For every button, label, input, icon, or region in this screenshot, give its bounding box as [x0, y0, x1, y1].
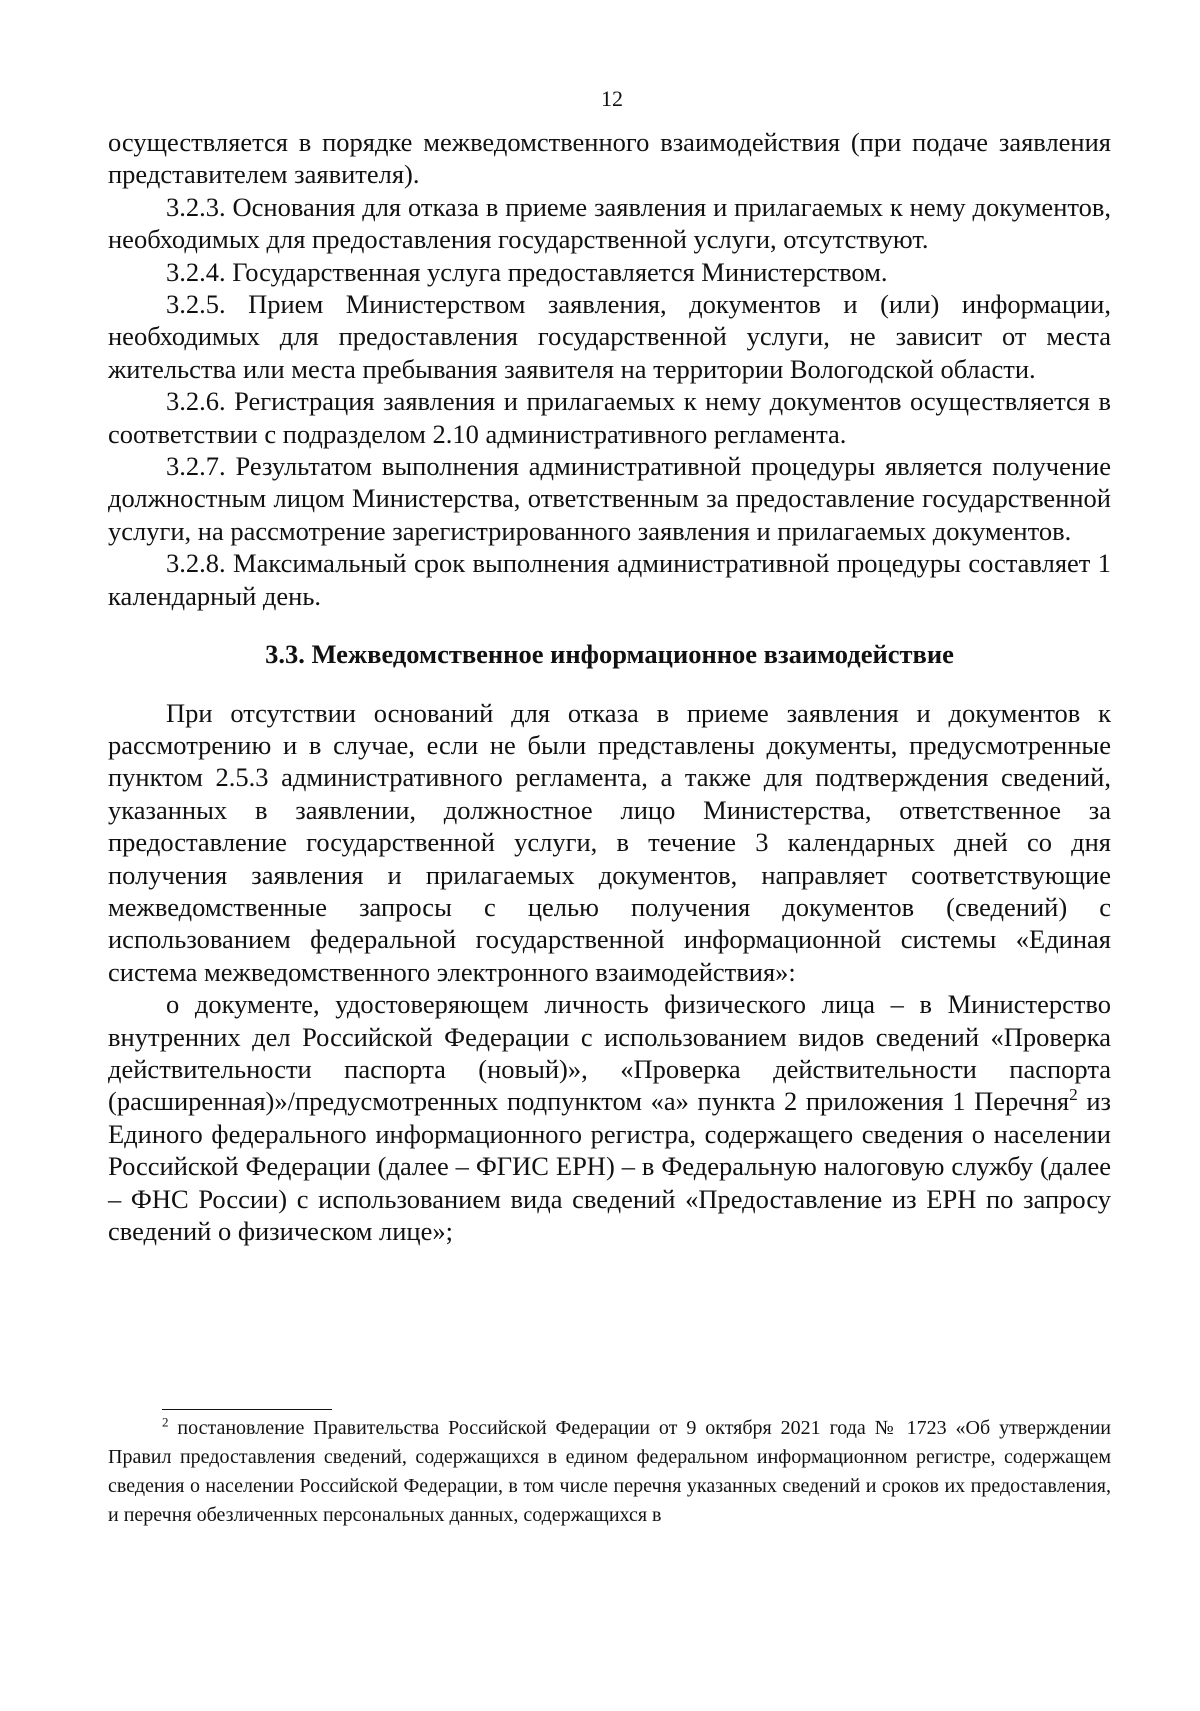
footnote-text: постановление Правительства Российской Федерации от 9 октября 2021 года № 1723 «Об утверждении Правил предоставления сведений, содержащихся в едином федеральном информационном регистре, содержащем сведения о населении Российской Федерации, в том числе перечня указанных сведений и сроков их предоставления, и перечня обезличенных персональных данных, содержащихся в [108, 1417, 1111, 1526]
paragraph-3-2-5: 3.2.5. Прием Министерством заявления, документов и (или) информации, необходимых для предоставления государственной услуги, не зависит от места жительства или места пребывания заявителя на территории Вологодской области. [108, 289, 1111, 384]
paragraph-3-2-4: 3.2.4. Государственная услуга предоставляется Министерством. [166, 256, 888, 287]
paragraph-3-2-7: 3.2.7. Результатом выполнения административной процедуры является получение должностным лицом Министерства, ответственным за предоставление государственной услуги, на рассмотрение зарегистрированного заявления и прилагаемых документов. [108, 451, 1111, 546]
paragraph-interagency-requests: При отсутствии оснований для отказа в приеме заявления и документов к рассмотрению и в случае, если не были представлены документы, предусмотренные пунктом 2.5.3 административного регламента, а также для подтверждения сведений, указанных в заявлении, должностное лицо Министерства, ответственное за предоставление государственной услуги, в течение 3 календарных дней со дня получения заявления и прилагаемых документов, направляет соответствующие межведомственные запросы с целью получения документов (сведений) с использованием федеральной государственной информационной системы «Единая система межведомственного электронного взаимодействия»: [108, 697, 1111, 987]
section-heading: 3.3. Межведомственное информационное взаимодействие [265, 639, 954, 670]
paragraph-identity-text-1: о документе, удостоверяющем личность физического лица – в Министерство внутренних дел Российской Федерации с использованием видов сведений «Проверка действительности паспорта (новый)», «Проверка действительности паспорта (расширенная)»/предусмотренных подпунктом «а» пункта 2 приложения 1 Перечня [108, 989, 1111, 1117]
paragraph-identity-text-2: из Единого федерального информационного регистра, содержащего сведения о населении Российской Федерации (далее – ФГИС ЕРН) – в Федеральную налоговую службу (далее – ФНС России) с использованием вида сведений «Предоставление из ЕРН по запросу сведений о физическом лице»; [108, 1086, 1111, 1246]
footnote [108, 1414, 1111, 1530]
document-body [108, 126, 1111, 1247]
paragraph-continuation: осуществляется в порядке межведомственного взаимодействия (при подаче заявления представителем заявителя). [108, 127, 1111, 190]
paragraph-identity-document [108, 988, 1111, 1247]
paragraph-3-2-3: 3.2.3. Основания для отказа в приеме заявления и прилагаемых к нему документов, необходимых для предоставления государственной услуги, отсутствуют. [108, 191, 1111, 255]
paragraph-3-2-6: 3.2.6. Регистрация заявления и прилагаемых к нему документов осуществляется в соответствии с подразделом 2.10 административного регламента. [108, 386, 1111, 449]
paragraph-3-2-8: 3.2.8. Максимальный срок выполнения административной процедуры составляет 1 календарный день. [108, 548, 1111, 611]
footnote-divider [162, 1409, 332, 1410]
page-number: 12 [601, 86, 623, 111]
footnote-mark: 2 [162, 1414, 169, 1430]
footnote-reference: 2 [1069, 1085, 1078, 1105]
